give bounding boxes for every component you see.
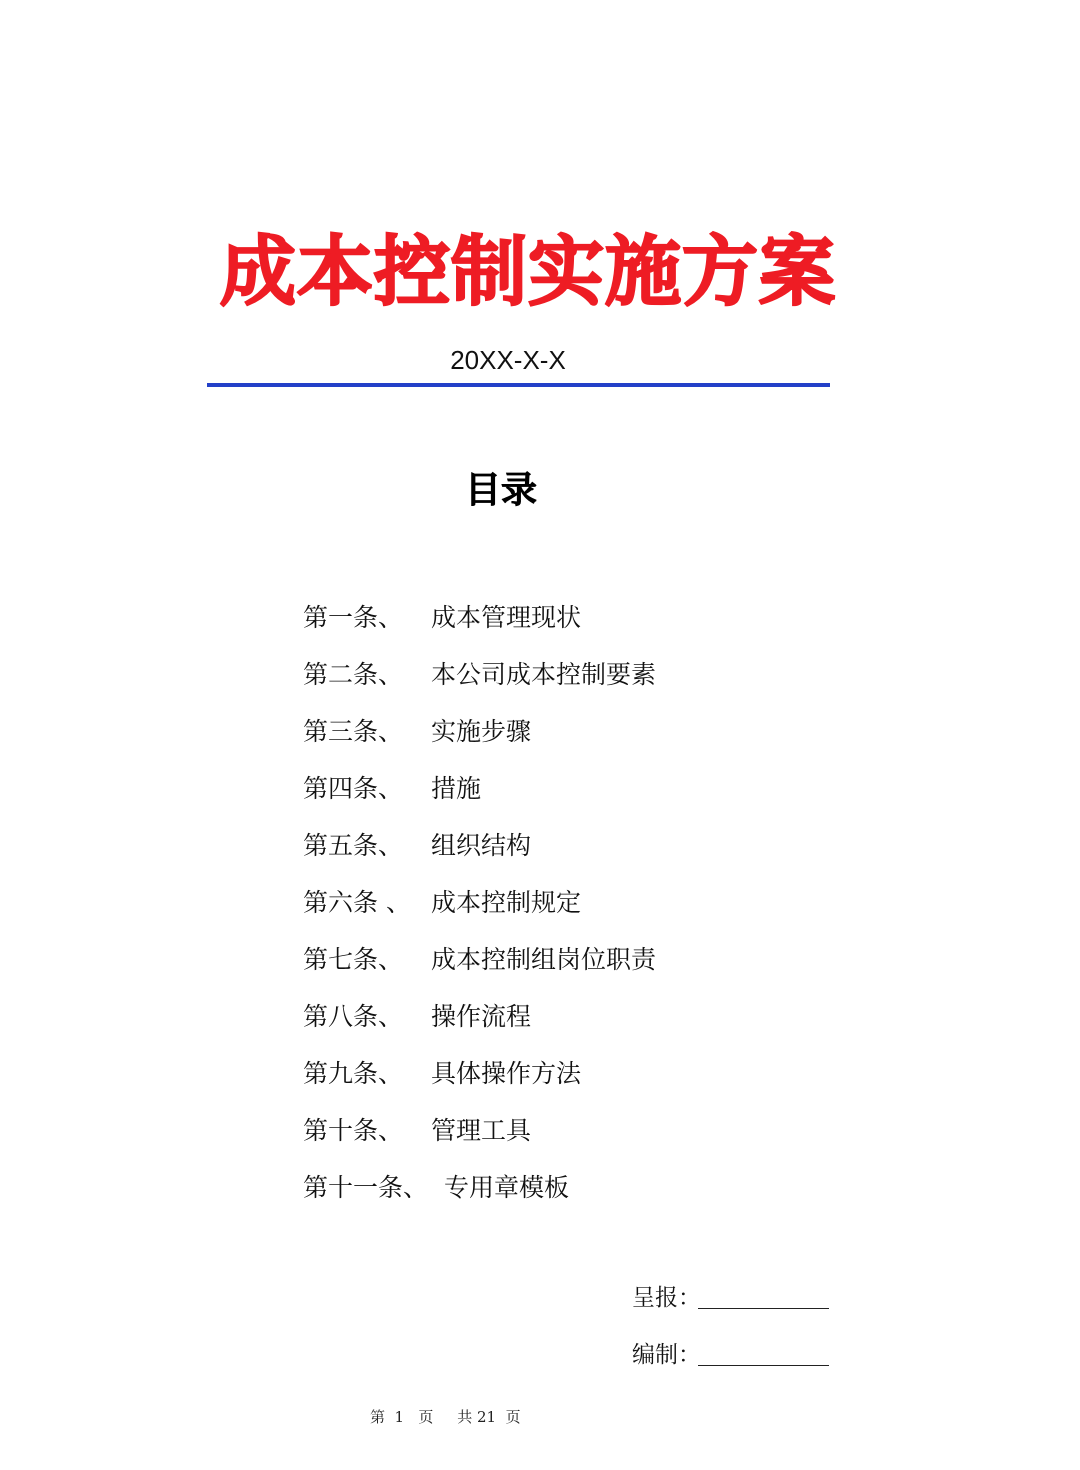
toc-item-number: 第七条、 bbox=[303, 945, 404, 974]
toc-item bbox=[303, 1109, 863, 1166]
toc-item-label: 成本控制组岗位职责 bbox=[431, 945, 657, 974]
toc-item bbox=[303, 938, 863, 995]
toc-item-label: 措施 bbox=[431, 774, 482, 803]
submit-field bbox=[632, 1278, 701, 1318]
submit-label: 呈报： bbox=[632, 1285, 701, 1311]
toc-heading: 目录 bbox=[464, 470, 537, 511]
toc-item bbox=[303, 653, 863, 710]
toc-item-label: 操作流程 bbox=[431, 1002, 532, 1031]
toc-item-label: 成本管理现状 bbox=[431, 603, 582, 632]
toc-item bbox=[303, 881, 863, 938]
compile-field bbox=[632, 1335, 701, 1375]
document-date: 20XX-X-X bbox=[450, 345, 566, 375]
toc-item-label: 专用章模板 bbox=[444, 1173, 570, 1202]
submit-blank-line bbox=[698, 1308, 829, 1309]
toc-item-number: 第九条、 bbox=[303, 1059, 404, 1088]
toc-item-label: 具体操作方法 bbox=[431, 1059, 582, 1088]
page-footer: 第 1 页 共 21 页 bbox=[370, 1408, 521, 1426]
toc-item bbox=[303, 767, 863, 824]
toc-item-number: 第四条、 bbox=[303, 774, 404, 803]
toc-item-number: 第八条、 bbox=[303, 1002, 404, 1031]
table-of-contents bbox=[303, 596, 863, 1223]
toc-item-number: 第六条 、 bbox=[303, 888, 411, 917]
toc-item bbox=[303, 1166, 863, 1223]
toc-item bbox=[303, 710, 863, 767]
toc-item-label: 管理工具 bbox=[431, 1116, 532, 1145]
title-divider bbox=[207, 383, 830, 387]
document-title: 成本控制实施方案 bbox=[220, 227, 836, 316]
toc-item-number: 第一条、 bbox=[303, 603, 404, 632]
toc-item-label: 本公司成本控制要素 bbox=[431, 660, 657, 689]
toc-item bbox=[303, 995, 863, 1052]
toc-item bbox=[303, 1052, 863, 1109]
toc-item-label: 实施步骤 bbox=[431, 717, 532, 746]
toc-item-number: 第十条、 bbox=[303, 1116, 404, 1145]
toc-item-number: 第五条、 bbox=[303, 831, 404, 860]
toc-item-label: 组织结构 bbox=[431, 831, 532, 860]
toc-item bbox=[303, 824, 863, 881]
toc-item-number: 第三条、 bbox=[303, 717, 404, 746]
toc-item bbox=[303, 596, 863, 653]
compile-label: 编制： bbox=[632, 1342, 701, 1368]
compile-blank-line bbox=[698, 1365, 829, 1366]
toc-item-number: 第十一条、 bbox=[303, 1173, 429, 1202]
toc-item-label: 成本控制规定 bbox=[431, 888, 582, 917]
toc-item-number: 第二条、 bbox=[303, 660, 404, 689]
